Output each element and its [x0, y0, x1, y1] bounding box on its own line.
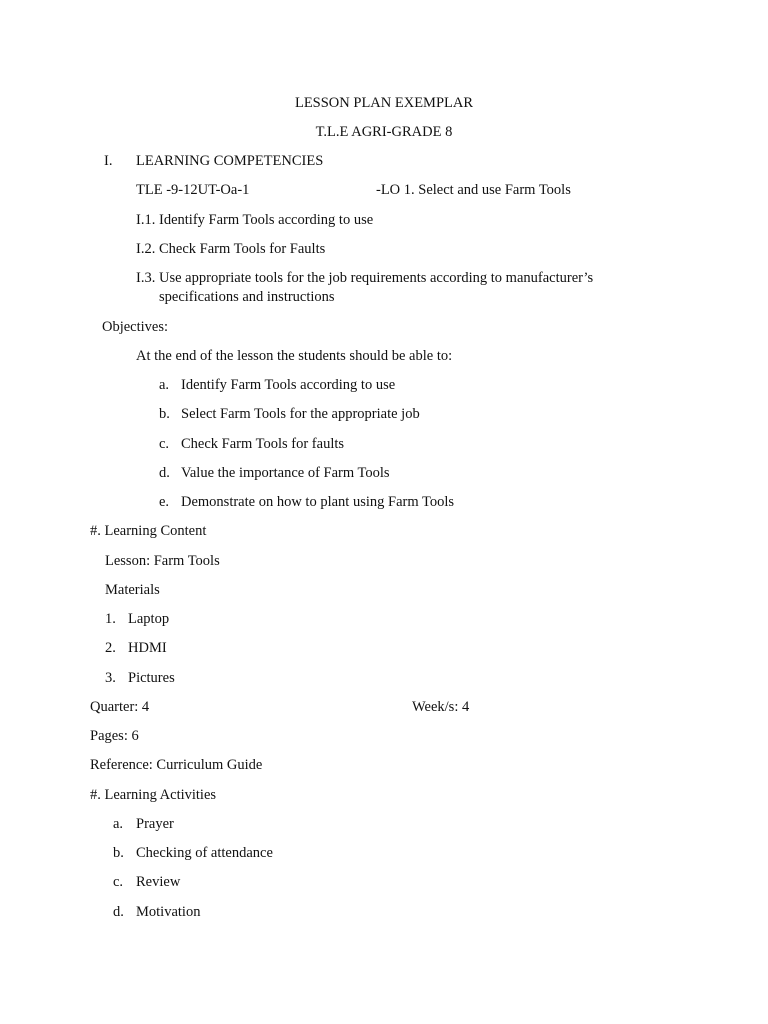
competency-code: TLE -9-12UT-Oa-1 — [136, 182, 250, 198]
activity-marker: a. — [113, 816, 124, 832]
objective-marker: c. — [159, 436, 170, 452]
objective-marker: d. — [159, 465, 170, 481]
material-number: 1. — [105, 611, 116, 627]
learning-activities-heading: #. Learning Activities — [90, 787, 217, 803]
document-title: LESSON PLAN EXEMPLAR — [294, 95, 474, 111]
material-number: 3. — [105, 670, 116, 686]
competency-item-number: I.3. — [136, 270, 156, 286]
competency-item-continuation: specifications and instructions — [159, 289, 335, 305]
pages-info: Pages: 6 — [90, 728, 139, 744]
activity-marker: d. — [113, 904, 124, 920]
activity-item: Prayer — [136, 816, 174, 832]
material-item: HDMI — [128, 640, 167, 656]
activity-item: Motivation — [136, 904, 201, 920]
objective-text: Select Farm Tools for the appropriate job — [181, 406, 420, 422]
weeks-info: Week/s: 4 — [412, 699, 470, 715]
material-item: Pictures — [128, 670, 175, 686]
objective-marker: a. — [159, 377, 170, 393]
activity-item: Checking of attendance — [136, 845, 273, 861]
material-number: 2. — [105, 640, 116, 656]
objective-marker: e. — [159, 494, 170, 510]
section-numeral: I. — [104, 153, 113, 169]
lesson-title: Lesson: Farm Tools — [105, 553, 220, 569]
activity-marker: c. — [113, 874, 124, 890]
competency-item-number: I.2. — [136, 241, 156, 257]
objective-marker: b. — [159, 406, 170, 422]
objectives-label: Objectives: — [102, 319, 169, 335]
competency-item-text: Check Farm Tools for Faults — [159, 241, 326, 257]
objective-text: Check Farm Tools for faults — [181, 436, 345, 452]
activity-item: Review — [136, 874, 181, 890]
learning-outcome: -LO 1. Select and use Farm Tools — [376, 182, 571, 198]
objective-text: Demonstrate on how to plant using Farm Tools — [181, 494, 454, 510]
objective-text: Value the importance of Farm Tools — [181, 465, 390, 481]
objective-text: Identify Farm Tools according to use — [181, 377, 396, 393]
activity-marker: b. — [113, 845, 124, 861]
section-heading: LEARNING COMPETENCIES — [136, 153, 324, 169]
materials-label: Materials — [105, 582, 160, 598]
competency-item-text: Identify Farm Tools according to use — [159, 212, 374, 228]
objectives-intro: At the end of the lesson the students should be able to: — [136, 348, 453, 364]
quarter-info: Quarter: 4 — [90, 699, 150, 715]
document-subtitle: T.L.E AGRI-GRADE 8 — [315, 124, 453, 140]
competency-item-text: Use appropriate tools for the job requirements according to manufacturer’s — [159, 270, 594, 286]
learning-content-heading: #. Learning Content — [90, 523, 207, 539]
material-item: Laptop — [128, 611, 170, 627]
competency-item-number: I.1. — [136, 212, 156, 228]
reference-info: Reference: Curriculum Guide — [90, 757, 263, 773]
